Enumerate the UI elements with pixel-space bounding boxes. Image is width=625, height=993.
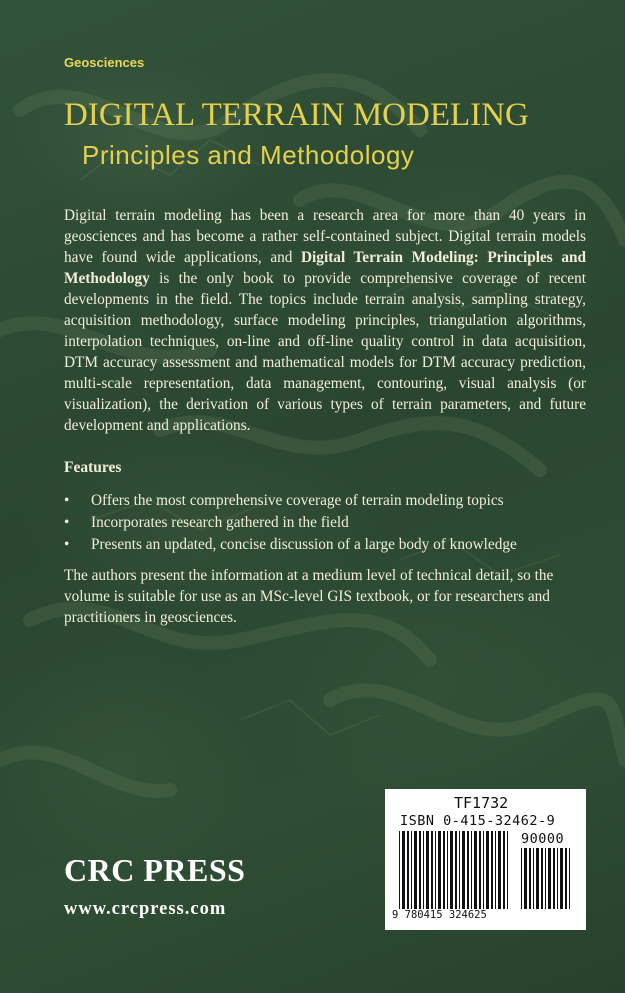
barcode-bar — [462, 831, 465, 909]
description-text-1: Digital terrain modeling has been a research area for more than 40 years in geosciences and has become a rather self-contained subject. Digital terrain models have found wide applications, and — [64, 207, 586, 266]
bullet-icon: • — [64, 492, 70, 509]
barcode-bar — [524, 848, 527, 909]
barcode-bar — [459, 831, 460, 909]
feature-item — [64, 512, 594, 534]
barcode-bar — [450, 831, 453, 909]
bullet-icon: • — [64, 536, 70, 553]
features-heading: Features — [64, 459, 122, 476]
feature-item — [64, 490, 594, 512]
ean-number: 9 780415 324625 — [392, 909, 487, 921]
price-barcode-icon — [521, 848, 573, 909]
barcode-bar — [438, 831, 441, 909]
bullet-icon: • — [64, 514, 70, 531]
closing-paragraph: The authors present the information at a medium level of technical detail, so the volume is suitable for use as an MSc-level GIS textbook, or for researchers and practitioners in geosciences. — [64, 567, 554, 626]
isbn-barcode-icon — [399, 831, 511, 909]
price-code: 90000 — [521, 831, 565, 847]
barcode-box — [385, 789, 586, 930]
description-book-title: Digital Terrain Modeling: Principles and Methodology — [64, 249, 587, 287]
barcode-bar — [414, 831, 417, 909]
barcode-bar — [483, 831, 484, 909]
category-label: Geosciences — [64, 55, 145, 70]
barcode-bar — [443, 831, 445, 909]
barcode-bar — [541, 848, 543, 909]
barcode-bar — [419, 831, 421, 909]
barcode-bar — [423, 831, 424, 909]
barcode-bar — [411, 831, 412, 909]
features-list — [64, 490, 594, 556]
publisher-logo: CRC PRESS — [64, 852, 246, 888]
feature-text: Incorporates research gathered in the field — [91, 514, 349, 531]
feature-text: Offers the most comprehensive coverage of terrain modeling topics — [91, 492, 504, 509]
barcode-bar — [507, 831, 508, 909]
barcode-bar — [479, 831, 481, 909]
barcode-bar — [545, 848, 546, 909]
barcode-bar — [498, 831, 501, 909]
catalog-number: TF1732 — [454, 794, 509, 812]
barcode-bar — [503, 831, 505, 909]
description-paragraph — [64, 205, 586, 436]
barcode-bar — [407, 831, 409, 909]
barcode-bar — [491, 831, 493, 909]
book-title: DIGITAL TERRAIN MODELING — [64, 97, 529, 133]
description-text-2: is the only book to provide comprehensive coverage of recent developments in the field. The topics include terrain analysis, sampling strategy, acquisition methodology, surface modeling principles, triangulation algorithms, interpolation techniques, on-line and off-line quality control in data acquisition, DTM accuracy assessment and mathematical models for DTM accuracy prediction, multi-scale representation, data management, contouring, visual analysis (or visualization), the derivation of various types of terrain parameters, and future development and applications. — [64, 270, 586, 434]
isbn-label: ISBN 0-415-32462-9 — [400, 813, 556, 829]
barcode-bar — [548, 848, 551, 909]
barcode-bar — [426, 831, 429, 909]
barcode-bar — [435, 831, 436, 909]
barcode-bar — [399, 831, 400, 909]
feature-text: Presents an updated, concise discussion of a large body of knowledge — [91, 536, 517, 553]
barcode-bar — [557, 848, 558, 909]
barcode-bar — [402, 831, 405, 909]
barcode-bar — [569, 848, 570, 909]
barcode-bar — [521, 848, 522, 909]
barcode-bar — [529, 848, 531, 909]
barcode-bar — [553, 848, 555, 909]
barcode-bar — [536, 848, 539, 909]
book-subtitle: Principles and Methodology — [82, 140, 415, 170]
barcode-bar — [495, 831, 496, 909]
barcode-bar — [447, 831, 448, 909]
barcode-bar — [565, 848, 567, 909]
feature-item — [64, 534, 594, 556]
barcode-bar — [486, 831, 489, 909]
barcode-bar — [467, 831, 469, 909]
barcode-bar — [431, 831, 433, 909]
barcode-bar — [474, 831, 477, 909]
barcode-bar — [560, 848, 563, 909]
barcode-bar — [471, 831, 472, 909]
barcode-bar — [533, 848, 534, 909]
barcode-bar — [455, 831, 457, 909]
publisher-url: www.crcpress.com — [64, 899, 227, 919]
